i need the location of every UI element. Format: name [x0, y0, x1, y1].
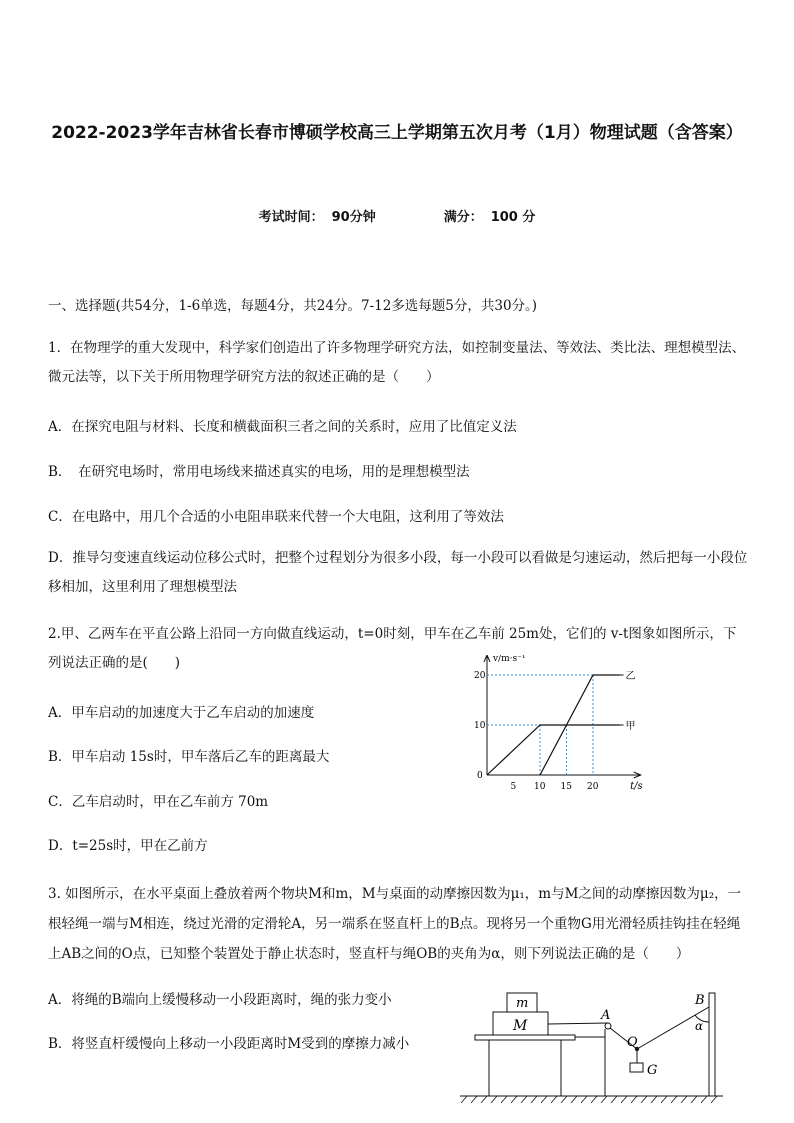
q1-option-d: D．推导匀变速直线运动位移公式时，把整个过程划分为很多小段，每一小段可以看做是匀速运动，然后把每一小段位移相加，这里利用了理想模型法 [48, 550, 748, 595]
time-label: 考试时间： [258, 210, 324, 225]
vertical-pole [709, 993, 715, 1096]
q2-option-a: A．甲车启动的加速度大于乙车启动的加速度 [48, 705, 315, 721]
q1-stem: 1．在物理学的重大发现中，科学家们创造出了许多物理学研究方法，如控制变量法、等效法、类比法、理想模型法、微元法等，以下关于所用物理学研究方法的叙述正确的是（ ） [48, 340, 746, 385]
weight-G [630, 1063, 643, 1072]
q2-option-b: B．甲车启动 15s时，甲车落后乙车的距离最大 [48, 749, 330, 765]
label-G: G [647, 1063, 658, 1078]
q2-option-c: C．乙车启动时，甲在乙车前方 70m [48, 794, 269, 810]
q2-stem: 2.甲、乙两车在平直公路上沿同一方向做直线运动，t=0时刻，甲车在乙车前 25m处，它们的 v-t图象如图所示，下列说法正确的是( ) [48, 626, 737, 671]
series-label-乙: 乙 [625, 671, 636, 682]
q1-option-a: A．在探究电阻与材料、长度和横截面积三者之间的关系时，应用了比值定义法 [48, 419, 517, 435]
x-tick-label-10: 10 [534, 782, 546, 792]
label-alpha: α [695, 1019, 704, 1033]
vt-chart [470, 655, 650, 800]
section-heading: 一、选择题(共54分，1-6单选，每题4分，共24分。7-12多选每题5分，共30分。) [48, 298, 538, 314]
x-tick-label-20: 20 [587, 782, 599, 792]
label-B: B [695, 993, 705, 1008]
exam-meta [0, 206, 794, 225]
y-tick-label-10: 10 [474, 721, 486, 731]
label-A: A [601, 1008, 611, 1023]
x-tick-label-5: 5 [510, 782, 517, 792]
x-tick-label-15: 15 [560, 782, 572, 792]
x-axis-label: t/s [630, 781, 643, 792]
score-value: 100 分 [490, 210, 536, 225]
q3-figure [455, 988, 735, 1116]
q3-stem: 3. 如图所示，在水平桌面上叠放着两个物块M和m，M与桌面的动摩擦因数为μ₁，m与M之间的动摩擦因数为μ₂，一根轻绳一端与M相连，绕过光滑的定滑轮A，另一端系在竖直杆上的B点。现将另一个重物G用光滑轻质挂钩挂在轻绳上AB之间的O点，已知整个装置处于静止状态时，竖直杆与绳OB的夹角为α，则下列说法正确的是（ ） [48, 886, 742, 962]
q1-option-c: C．在电路中，用几个合适的小电阻串联来代替一个大电阻，这利用了等效法 [48, 509, 504, 525]
table-top [475, 1035, 575, 1040]
page-title: 2022-2023学年吉林省长春市博硕学校高三上学期第五次月考（1月）物理试题（含答案） [51, 123, 743, 143]
table-body [489, 1040, 561, 1096]
q1-option-b: B． 在研究电场时，常用电场线来描述真实的电场，用的是理想模型法 [48, 464, 470, 480]
q3-option-a: A．将绳的B端向上缓慢移动一小段距离时，绳的张力变小 [48, 992, 392, 1008]
y-axis-label: v/m·s⁻¹ [493, 655, 526, 664]
y-tick-label-20: 20 [474, 671, 486, 681]
q3-option-b: B．将竖直杆缓慢向上移动一小段距离时M受到的摩擦力减小 [48, 1036, 410, 1052]
score-label: 满分： [443, 210, 483, 225]
label-m: m [516, 996, 529, 1011]
series-label-甲: 甲 [625, 721, 636, 732]
q2-option-d: D．t=25s时，甲在乙前方 [48, 838, 208, 854]
label-O: O [627, 1035, 638, 1050]
label-M: M [513, 1018, 528, 1034]
time-value: 90分钟 [331, 210, 376, 225]
x-tick-label-0: 0 [477, 771, 483, 781]
